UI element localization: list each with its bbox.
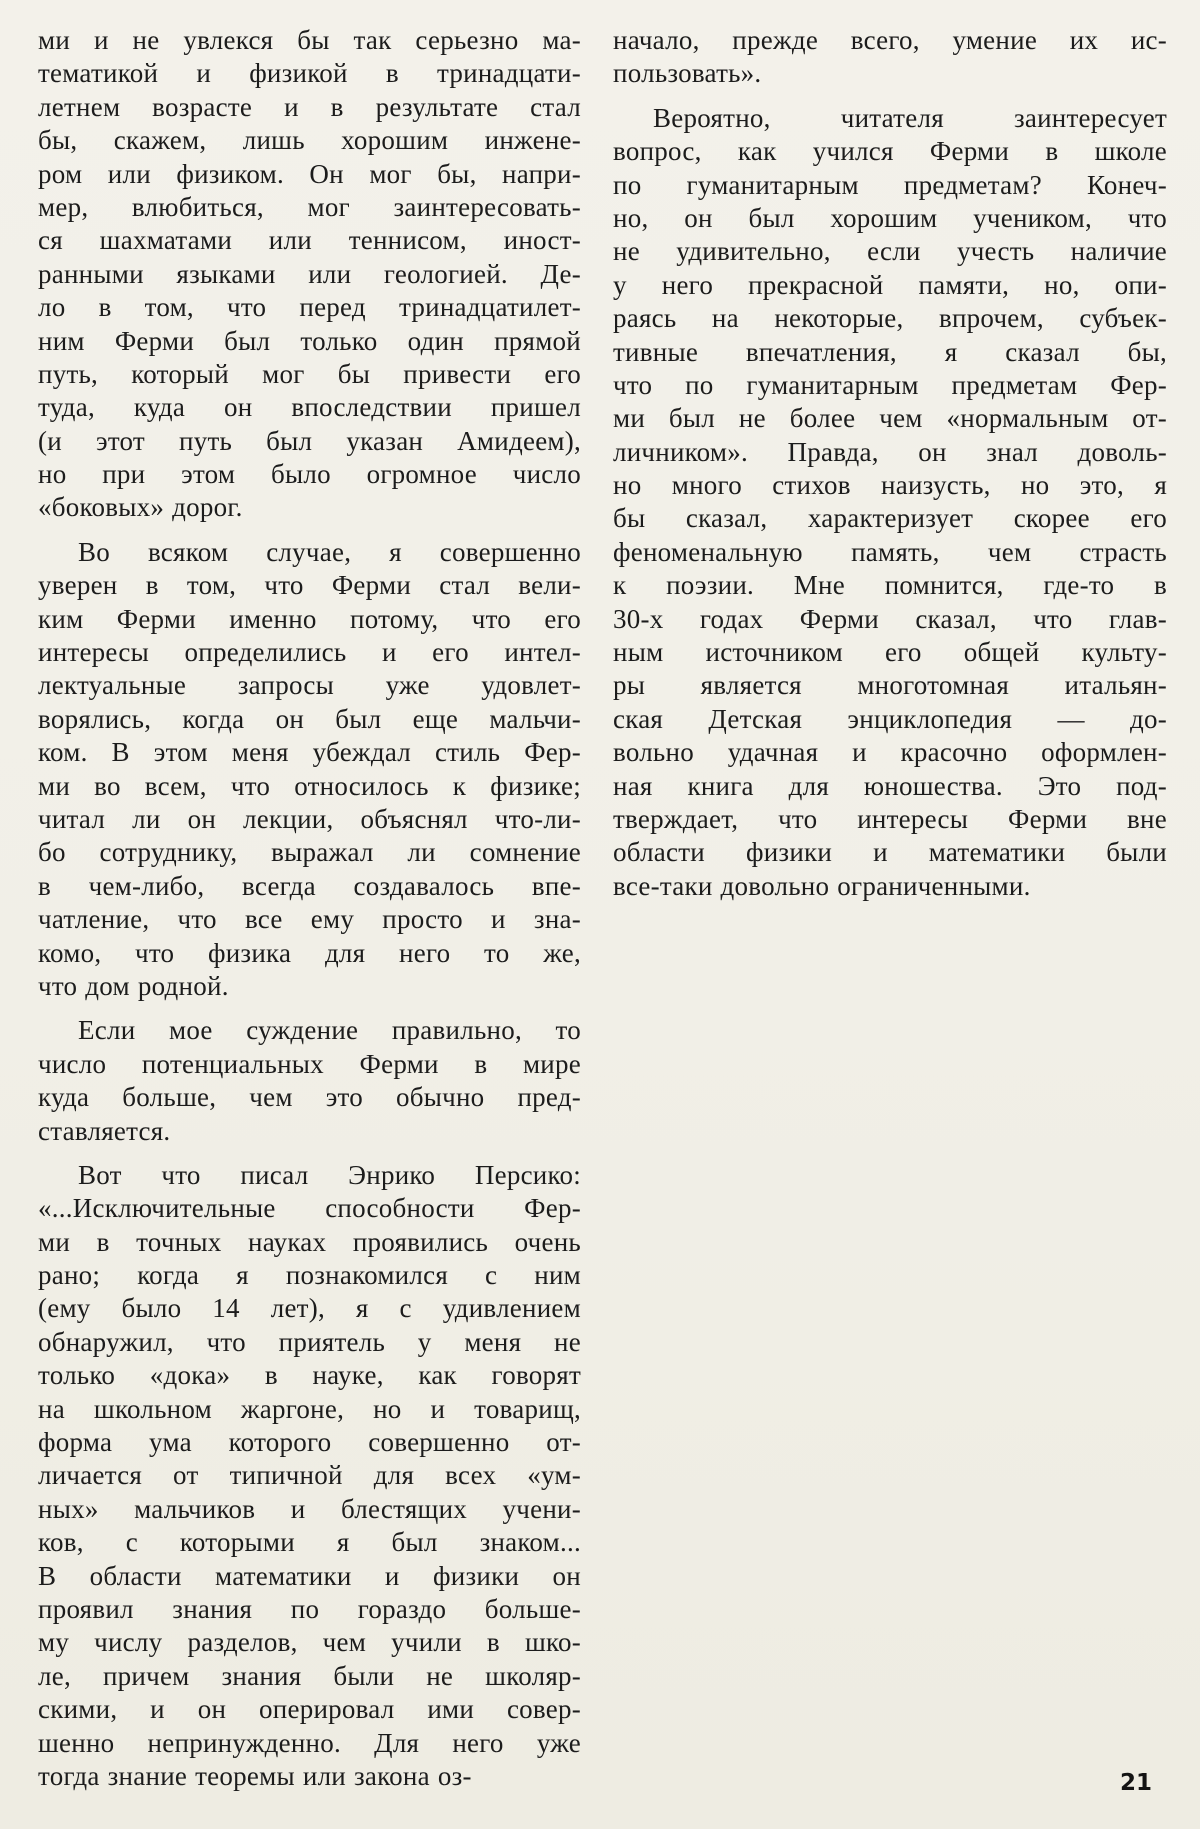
left-column <box>38 24 581 1793</box>
text-line: раясь на некоторые, впрочем, субъек- <box>613 303 1167 334</box>
text-line: туда, куда он впоследствии пришел <box>38 392 581 423</box>
text-line: 30-х годах Ферми сказал, что глав- <box>613 603 1167 634</box>
text-line: но при этом было огромное число <box>38 459 581 490</box>
text-line: ков, с которыми я был знаком... <box>38 1527 581 1558</box>
text-line: ская Детская энциклопедия — до- <box>613 703 1167 734</box>
text-line: му числу разделов, чем учили в шко- <box>38 1627 581 1658</box>
text-line: число потенциальных Ферми в мире <box>38 1048 581 1079</box>
paragraph <box>38 1014 581 1148</box>
text-line: путь, который мог бы привести его <box>38 358 581 389</box>
text-line: области физики и математики были <box>613 837 1167 868</box>
text-line: лектуальные запросы уже удовлет- <box>38 670 581 701</box>
text-line: (и этот путь был указан Амидеем), <box>38 425 581 456</box>
text-line: форма ума которого совершенно от- <box>38 1427 581 1458</box>
text-line: ным источником его общей культу- <box>613 637 1167 668</box>
text-line: личается от типичной для всех «ум- <box>38 1460 581 1491</box>
text-line: ры является многотомная итальян- <box>613 670 1167 701</box>
text-line: интересы определились и его интел- <box>38 637 581 668</box>
text-line: личником». Правда, он знал доволь- <box>613 436 1167 467</box>
text-line: феноменальную память, чем страсть <box>613 536 1167 567</box>
text-line: ставляется. <box>38 1115 171 1146</box>
text-line: у него прекрасной памяти, но, опи- <box>613 269 1167 300</box>
text-line: только «дока» в науке, как говорят <box>38 1360 581 1391</box>
text-line: Если мое суждение правильно, то <box>78 1015 581 1046</box>
text-line: тивные впечатления, я сказал бы, <box>613 336 1167 367</box>
text-line: Во всяком случае, я совершенно <box>78 536 581 567</box>
text-line: пользовать». <box>613 58 762 89</box>
text-line: комо, что физика для него то же, <box>38 937 581 968</box>
text-line: но много стихов наизусть, но это, я <box>613 470 1167 501</box>
text-line: «боковых» дорог. <box>38 492 243 523</box>
text-line: чатление, что все ему просто и зна- <box>38 904 581 935</box>
text-line: рано; когда я познакомился с ним <box>38 1260 581 1291</box>
text-line: скими, и он оперировал ими совер- <box>38 1694 581 1725</box>
text-line: бы, скажем, лишь хорошим инжене- <box>38 125 581 156</box>
text-line: «...Исключительные способности Фер- <box>38 1193 581 1224</box>
paragraph <box>38 24 581 525</box>
paragraph <box>38 536 581 1003</box>
text-line: ло в том, что перед тринадцатилет- <box>38 292 581 323</box>
paragraph <box>613 102 1167 903</box>
text-line: ных» мальчиков и блестящих учени- <box>38 1493 581 1524</box>
text-line: ми в точных науках проявились очень <box>38 1226 581 1257</box>
text-line: тематикой и физикой в тринадцати- <box>38 58 581 89</box>
text-line: ким Ферми именно потому, что его <box>38 603 581 634</box>
text-line: в чем-либо, всегда создавалось впе- <box>38 870 581 901</box>
page-number: 21 <box>1119 1770 1152 1796</box>
text-line: шенно непринужденно. Для него уже <box>38 1727 581 1758</box>
text-line: что по гуманитарным предметам Фер- <box>613 369 1167 400</box>
paragraph <box>613 24 1167 91</box>
text-line: тогда знание теоремы или закона оз- <box>38 1760 472 1791</box>
text-line: ми был не более чем «нормальным от- <box>613 403 1167 434</box>
text-line: ле, причем знания были не школяр- <box>38 1660 581 1691</box>
text-line: тверждает, что интересы Ферми вне <box>613 803 1167 834</box>
text-line: ся шахматами или теннисом, иност- <box>38 225 581 256</box>
text-line: ми во всем, что относилось к физике; <box>38 770 581 801</box>
text-line: бы сказал, характеризует скорее его <box>613 503 1167 534</box>
text-line: проявил знания по гораздо больше- <box>38 1593 581 1624</box>
text-line: ная книга для юношества. Это под- <box>613 770 1167 801</box>
text-line: вопрос, как учился Ферми в школе <box>613 136 1167 167</box>
text-line: (ему было 14 лет), я с удивлением <box>38 1293 581 1324</box>
text-line: ним Ферми был только один прямой <box>38 325 581 356</box>
text-line: не удивительно, если учесть наличие <box>613 236 1167 267</box>
text-line: бо сотруднику, выражал ли сомнение <box>38 837 581 868</box>
text-line: все-таки довольно ограниченными. <box>613 870 1031 901</box>
text-line: начало, прежде всего, умение их ис- <box>613 25 1167 55</box>
text-line: Вот что писал Энрико Персико: <box>78 1159 581 1190</box>
text-line: обнаружил, что приятель у меня не <box>38 1326 581 1357</box>
text-line: ранными языками или геологией. Де- <box>38 258 581 289</box>
text-line: что дом родной. <box>38 970 229 1001</box>
text-line: вольно удачная и красочно оформлен- <box>613 737 1167 768</box>
text-line: уверен в том, что Ферми стал вели- <box>38 570 581 601</box>
text-line: Вероятно, читателя заинтересует <box>653 102 1167 133</box>
text-line: летнем возрасте и в результате стал <box>38 91 581 122</box>
text-line: но, он был хорошим учеником, что <box>613 202 1167 233</box>
text-line: к поэзии. Мне помнится, где-то в <box>613 570 1167 601</box>
text-line: ворялись, когда он был еще мальчи- <box>38 703 581 734</box>
text-line: ром или физиком. Он мог бы, напри- <box>38 158 581 189</box>
text-line: по гуманитарным предметам? Конеч- <box>613 169 1167 200</box>
text-line: куда больше, чем это обычно пред- <box>38 1082 581 1113</box>
paragraph <box>38 1159 581 1793</box>
text-line: ком. В этом меня убеждал стиль Фер- <box>38 737 581 768</box>
text-line: на школьном жаргоне, но и товарищ, <box>38 1393 581 1424</box>
text-line: читал ли он лекции, объяснял что-ли- <box>38 803 581 834</box>
text-line: В области математики и физики он <box>38 1560 581 1591</box>
text-line: ми и не увлекся бы так серьезно ма- <box>38 25 581 55</box>
text-line: мер, влюбиться, мог заинтересовать- <box>38 191 581 222</box>
right-column <box>613 24 1167 1793</box>
